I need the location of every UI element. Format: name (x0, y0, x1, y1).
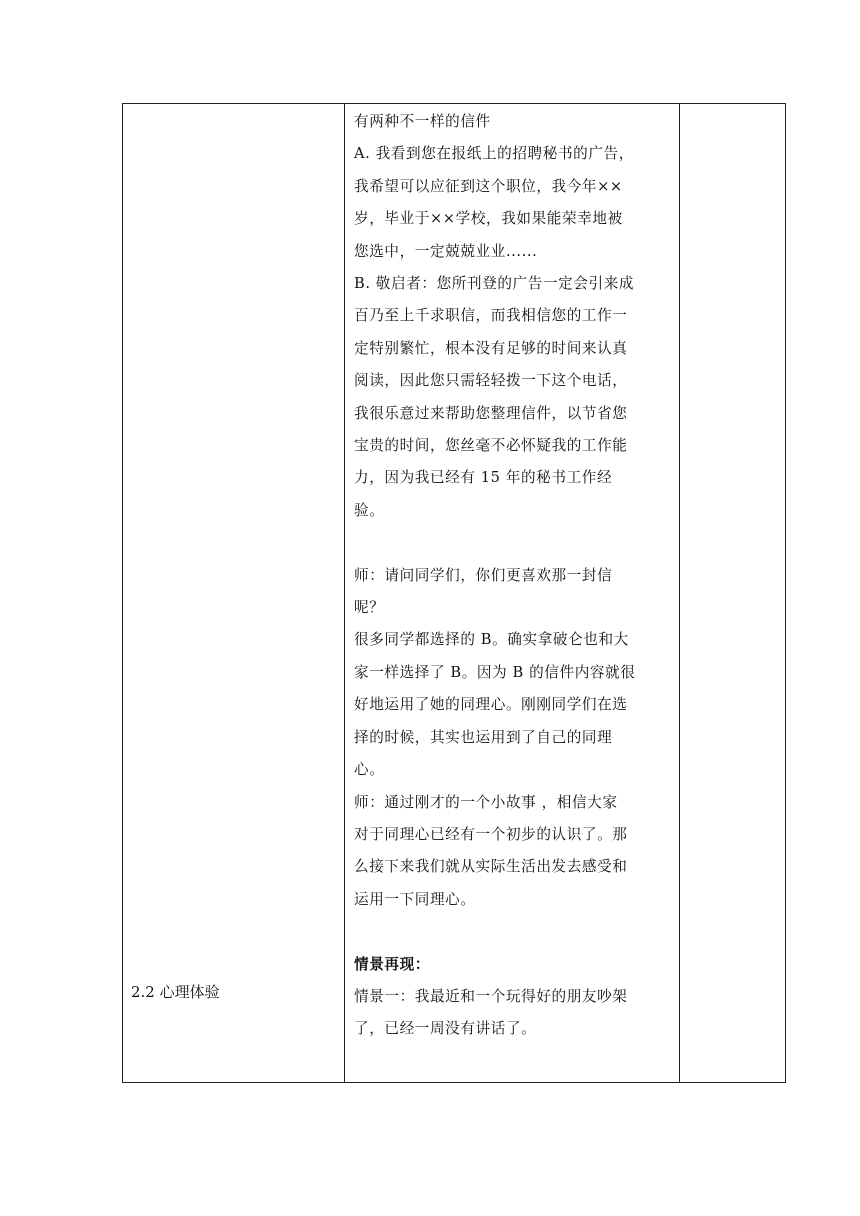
content-line: 师：通过刚才的一个小故事 ，相信大家 (354, 793, 618, 811)
content-line: 岁，毕业于××学校，我如果能荣幸地被 (354, 210, 623, 228)
content-line (354, 527, 671, 559)
content-text-block (345, 104, 679, 1046)
section-column-cell (123, 104, 345, 1083)
content-line: 有两种不一样的信件 (354, 113, 491, 130)
content-line: 很多同学都选择的 B。确实拿破仑也和大 (354, 631, 629, 649)
section-label: 2.2 心理体验 (131, 983, 220, 1001)
content-line: 家一样选择了 B。因为 B 的信件内容就很 (354, 663, 636, 681)
content-line: 情景一：我最近和一个玩得好的朋友吵架 (354, 987, 628, 1005)
content-line: 师：请问同学们，你们更喜欢那一封信 (354, 566, 613, 584)
lesson-plan-table (122, 103, 786, 1083)
content-line: 我希望可以应征到这个职位，我今年×× (354, 177, 623, 195)
content-column-cell (345, 104, 680, 1083)
content-line: 我很乐意过来帮助您整理信件，以节省您 (354, 404, 628, 422)
content-line: 了，已经一周没有讲话了。 (354, 1020, 537, 1038)
content-line: 运用一下同理心。 (354, 890, 476, 908)
content-line: A. 我看到您在报纸上的招聘秘书的广告， (354, 145, 634, 163)
content-line: 择的时候，其实也运用到了自己的同理 (354, 728, 613, 746)
table-row (123, 104, 786, 1083)
content-line (354, 916, 671, 948)
content-line: 您选中，一定兢兢业业...... (354, 242, 538, 260)
content-line: 呢？ (354, 599, 385, 617)
content-line: 心。 (354, 761, 385, 779)
content-line: 验。 (354, 501, 385, 519)
content-line: 么接下来我们就从实际生活出发去感受和 (354, 858, 628, 876)
content-line: 情景再现： (354, 955, 430, 973)
content-line: 百乃至上千求职信，而我相信您的工作一 (354, 307, 628, 325)
content-line: 好地运用了她的同理心。刚刚同学们在选 (354, 696, 628, 714)
content-line: 对于同理心已经有一个初步的认识了。那 (354, 825, 628, 843)
notes-column-cell (680, 104, 786, 1083)
content-line: 阅读，因此您只需轻轻拨一下这个电话， (354, 372, 628, 390)
content-line: 宝贵的时间，您丝毫不必怀疑我的工作能 (354, 437, 628, 455)
content-line: 定特别繁忙，根本没有足够的时间来认真 (354, 339, 628, 357)
content-line: B. 敬启者：您所刊登的广告一定会引来成 (354, 275, 635, 293)
content-line: 力，因为我已经有 15 年的秘书工作经 (354, 469, 613, 487)
